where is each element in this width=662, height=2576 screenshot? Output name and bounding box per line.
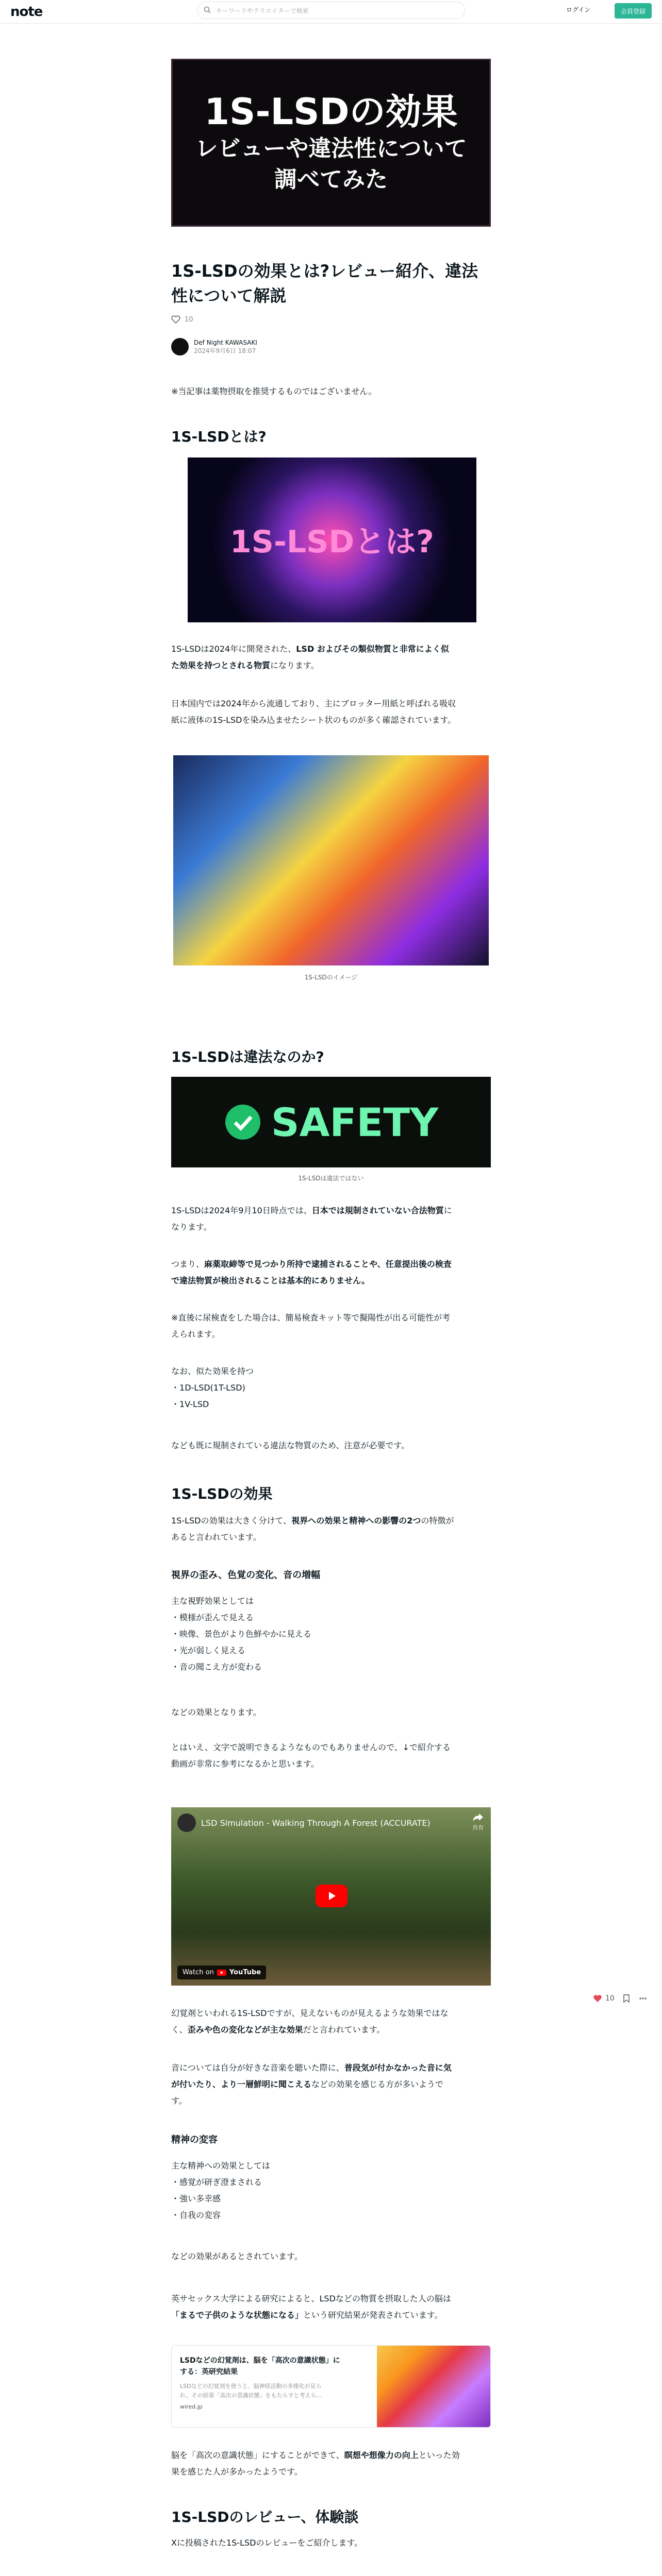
image-caption: 1S-LSDは違法ではない [298,1175,364,1182]
section-heading: 1S-LSDのレビュー、体験談 [171,2509,359,2526]
paragraph: などの効果があるとされています。 [171,2251,303,2261]
hero-banner [171,59,491,227]
bullet-list [171,2174,491,2224]
more-icon[interactable] [638,1994,648,2003]
video-title[interactable]: LSD Simulation - Walking Through A Forest (ACCURATE) [201,1818,431,1828]
channel-avatar[interactable] [177,1814,196,1832]
list-item: ・1D-LSD(1T-LSD) [171,1383,245,1393]
image-text: 1S-LSDとは? [230,524,434,560]
search-icon [204,6,211,15]
list-item: ・自我の変容 [171,2210,221,2220]
paragraph: 幻覚剤といわれる1S-LSDですが、見えないものが見えるような効果ではな く、歪みや色の変化などが主な効果だと言われています。 [171,2008,449,2035]
search-placeholder: キーワードやクリエイターで検索 [216,7,309,14]
paragraph: 1S-LSDは2024年に開発された、LSD およびその類似物質と非常によく似 た効果を持つとされる物質になります。 [171,644,449,670]
blotter-image [173,755,489,965]
card-title[interactable]: LSDなどの幻覚剤は、脳を「高次の意識状態」に する：英研究結果 [180,2357,340,2376]
subheading: 視界の歪み、色覚の変化、音の増幅 [171,1570,321,1581]
share-button[interactable]: 共有 [472,1812,484,1832]
publish-date: 2024年9月6日 18:07 [194,347,256,354]
card-description: LSDなどの幻覚剤を使うと、脳神経活動の多様化が見ら れ、その結果「高次の意識状態」をもたらすと考えら... [180,2383,322,2399]
list-item: ・強い多幸感 [171,2194,221,2204]
heart-icon[interactable] [593,1994,602,2003]
list-item: ・1V-LSD [171,1399,209,1409]
video-embed[interactable] [171,1807,491,1986]
paragraph: ※直後に尿検査をした場合は、簡易検査キット等で擬陽性が出る可能性が考 えられます。 [171,1313,451,1339]
youtube-icon [217,1970,226,1976]
link-card[interactable] [171,2345,491,2428]
heart-icon[interactable] [171,315,180,324]
play-icon [326,1891,337,1901]
card-site: wired.jp [180,2403,203,2410]
top-bar [0,0,662,24]
paragraph: とはいえ、文字で説明できるようなものでもありませんので、↓で紹介する 動画が非常に参考になるかと思います。 [171,1742,451,1769]
signup-button[interactable]: 会員登録 [615,3,652,19]
bookmark-icon[interactable] [622,1994,631,2003]
login-link[interactable]: ログイン [566,6,591,13]
paragraph: なども既に規制されている違法な物質のため、注意が必要です。 [171,1440,410,1450]
list-item: ・光が弱しく見える [171,1646,246,1655]
paragraph: なお、似た効果を持つ [171,1366,254,1376]
safety-text: SAFETY [271,1099,439,1145]
paragraph: 主な精神への効果としては [171,2161,271,2171]
section-heading: 1S-LSDは違法なのか? [171,1048,324,1065]
play-button[interactable] [316,1885,347,1907]
paragraph: 1S-LSDの効果は大きく分けて、視界への効果と精神への影響の2つの特徴が あると言われています。 [171,1516,454,1542]
section-heading: 1S-LSDの効果 [171,1485,273,1502]
disclaimer: ※当記事は薬物摂取を推奨するものではございません。 [171,386,377,396]
side-actions [593,1994,648,2003]
image-caption: 1S-LSDのイメージ [304,974,358,981]
paragraph: Xに投稿された1S-LSDのレビューをご紹介します。 [171,2538,363,2548]
author-row[interactable] [171,338,491,355]
section-heading: 1S-LSDとは? [171,428,267,445]
card-thumbnail[interactable] [377,2346,490,2428]
side-like-count: 10 [605,1994,615,2003]
paragraph: 主な視野効果としては [171,1596,254,1606]
article-title: 1S-LSDの効果とは?レビュー紹介、違法 性について解説 [171,261,478,306]
list-item: ・音の聞こえ方が変わる [171,1662,262,1672]
paragraph: 英サセックス大学による研究によると、LSDなどの物質を摂取した人の脳は 「まるで子供のような状態になる」という研究結果が発表されています。 [171,2294,451,2320]
paragraph: 1S-LSDは2024年9月10日時点では、日本では規制されていない合法物質に なります。 [171,1206,452,1232]
like-count: 10 [185,315,193,324]
list-item: ・映像、景色がより色鮮やかに見える [171,1629,312,1639]
share-icon [472,1812,484,1822]
list-item: ・感覚が研ぎ澄まされる [171,2177,262,2187]
like-row[interactable] [171,315,491,324]
check-badge-icon [224,1103,262,1141]
paragraph: つまり、麻薬取締等で見つかり所持で逮捕されることや、任意提出後の検査 で違法物質が検出されることは基本的にありません。 [171,1259,452,1285]
subheading: 精神の変容 [171,2134,218,2145]
bullet-list [171,1609,491,1675]
watch-on-youtube[interactable]: Watch on YouTube [177,1965,266,1979]
note-logo[interactable]: note [10,4,43,20]
paragraph: 音については自分が好きな音楽を聴いた際に、普段気が付かなかった音に気 が付いたり、より一層鮮明に聞こえるなどの効果を感じる方が多いようで す。 [171,2063,452,2106]
hero-line-2: レビューや違法性について [195,135,467,162]
hero-line-3: 調べてみた [274,166,388,193]
paragraph: などの効果となります。 [171,1707,261,1717]
author-name[interactable]: Def Night KAWASAKI [194,338,257,346]
what-is-image [188,457,476,622]
avatar[interactable] [171,338,189,355]
search-box[interactable] [197,2,465,19]
paragraph: 日本国内では2024年から流通しており、主にブロッター用紙と呼ばれる吸収 紙に液体の1S-LSDを染み込ませたシート状のものが多く確認されています。 [171,699,456,725]
paragraph: 脳を「高次の意識状態」にすることができて、瞑想や想像力の向上といった効 果を感じた人が多かったようです。 [171,2450,460,2477]
list-item: ・模様が歪んで見える [171,1613,254,1622]
hero-line-1: 1S-LSDの効果 [204,91,458,133]
safety-image [171,1077,491,1167]
bullet-list [171,1380,491,1413]
